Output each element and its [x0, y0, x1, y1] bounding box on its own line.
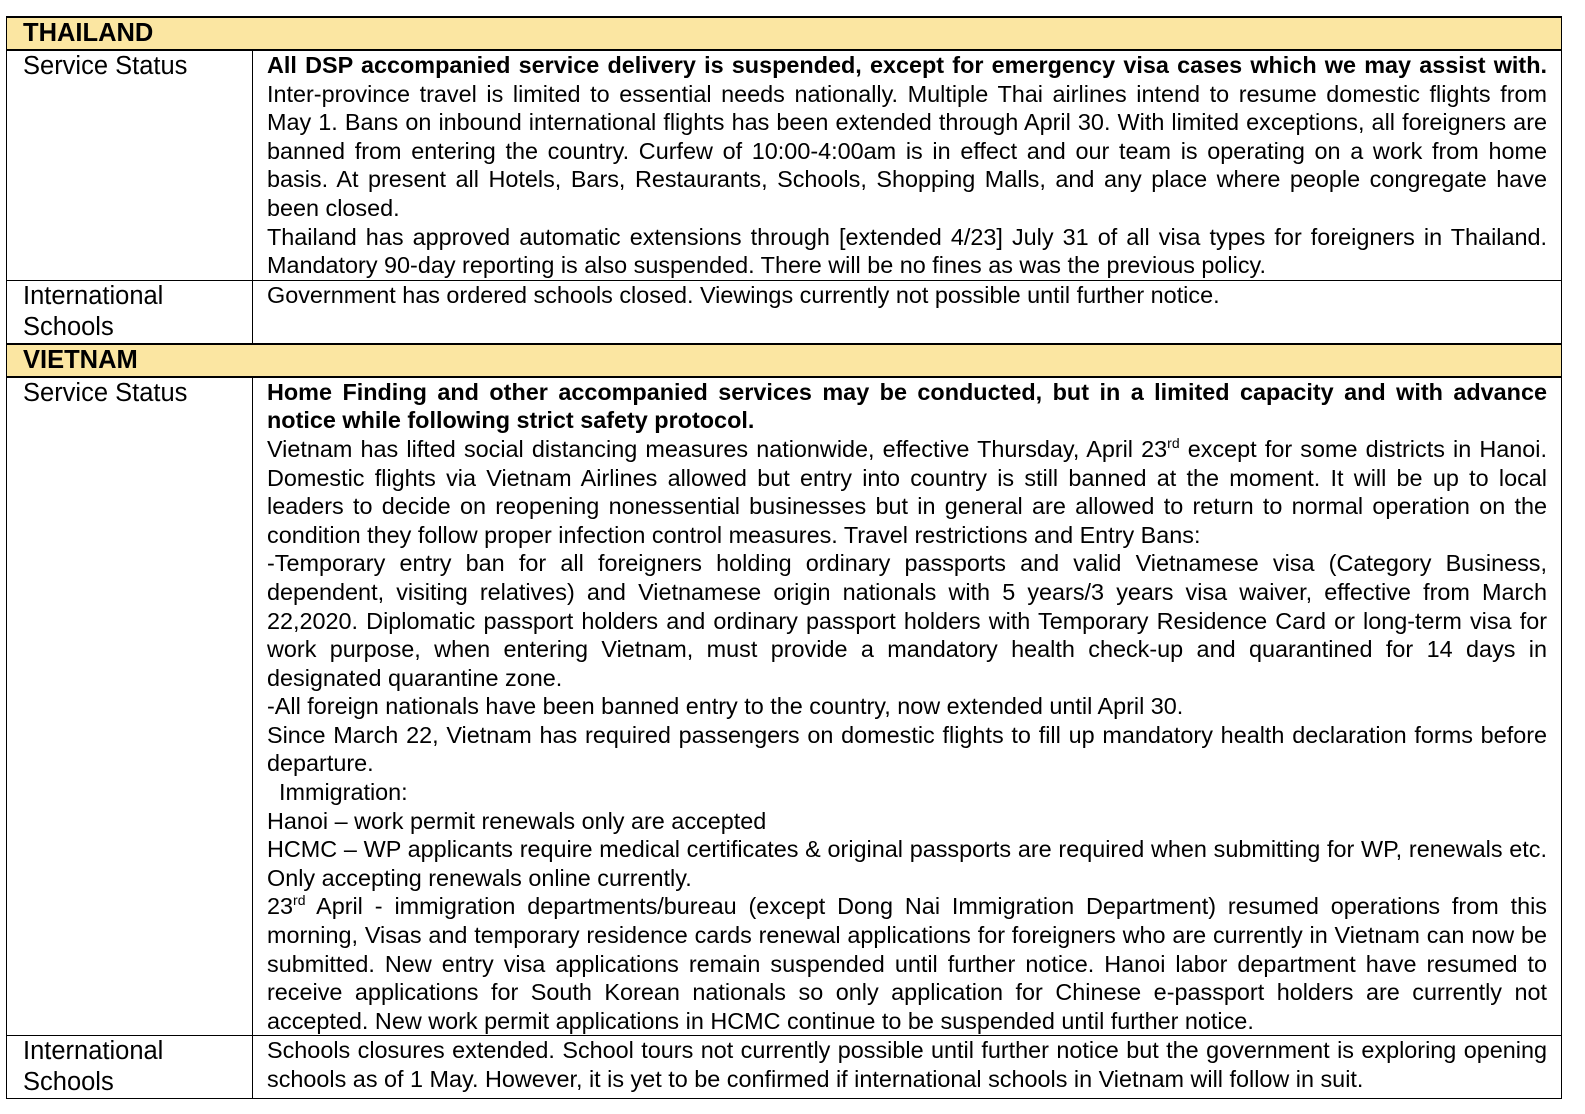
country-heading: VIETNAM	[7, 344, 1562, 377]
text-run: Vietnam has lifted social distancing measures nationwide, effective Thursday, April 23	[267, 435, 1168, 462]
superscript: rd	[293, 892, 306, 909]
row-label: Service Status	[7, 377, 253, 1036]
table-row-vietnam-service-status	[7, 377, 1562, 1036]
paragraph	[267, 435, 1547, 549]
row-content: Government has ordered schools closed. Viewings currently not possible until further notice.	[253, 280, 1562, 344]
row-content	[253, 377, 1573, 1036]
country-header-thailand	[7, 17, 1562, 50]
country-header-vietnam	[7, 344, 1562, 377]
table-row-thailand-service-status	[7, 50, 1562, 280]
document-page	[6, 16, 1573, 1099]
row-content	[253, 50, 1562, 280]
paragraph: Since March 22, Vietnam has required passengers on domestic flights to fill up mandatory health declaration forms before departure.	[267, 721, 1547, 777]
bold-intro: All DSP accompanied service delivery is suspended, except for emergency visa cases which we may assist with.	[267, 52, 1547, 78]
paragraph	[267, 51, 1547, 223]
text-run: 23	[267, 893, 294, 920]
paragraph: Immigration:	[279, 779, 408, 806]
paragraph: Hanoi – work permit renewals only are accepted	[267, 807, 767, 834]
paragraph	[267, 892, 1547, 1035]
row-label: International Schools	[7, 280, 253, 344]
paragraph: -Temporary entry ban for all foreigners holding ordinary passports and valid Vietnamese visa (Category Business, dependent, visiting relatives) and Vietnamese origin nationals with 5 years/3 years visa waiver, effective from March 22,2020. Diplomatic passport holders and ordinary passport holders with Temporary Residence Card or long-term visa for work purpose, when entering Vietnam, must provide a mandatory health check-up and quarantined for 14 days in designated quarantine zone.	[267, 550, 1547, 691]
body-text: Inter-province travel is limited to essential needs nationally. Multiple Thai airlines intend to resume domestic flights from May 1. Bans on inbound international flights has been extended through April 30. With limited exceptions, all foreigners are banned from entering the country. Curfew of 10:00-4:00am is in effect and our team is operating on a work from home basis. At present all Hotels, Bars, Restaurants, Schools, Shopping Malls, and any place where people congregate have been closed.	[267, 80, 1547, 221]
row-content: Schools closures extended. School tours not currently possible until further notice but the government is exploring opening schools as of 1 May. However, it is yet to be confirmed if international schools in Vietnam will follow in suit.	[253, 1036, 1562, 1099]
paragraph: Thailand has approved automatic extensions through [extended 4/23] July 31 of all visa types for foreigners in Thailand. Mandatory 90-day reporting is also suspended. There will be no fines as was the previous policy.	[267, 223, 1547, 279]
bold-intro: Home Finding and other accompanied services may be conducted, but in a limited capacity and with advance notice while following strict safety protocol.	[267, 378, 1547, 434]
table-row-vietnam-schools	[7, 1036, 1562, 1099]
paragraph: HCMC – WP applicants require medical certificates & original passports are required when submitting for WP, renewals etc. Only accepting renewals online currently.	[267, 836, 1573, 891]
country-status-table	[6, 16, 1573, 1099]
country-heading: THAILAND	[7, 17, 1562, 50]
text-run: except for some districts in Hanoi. Domestic flights via Vietnam Airlines allowed but entry into country is still banned at the moment. It will be up to local leaders to decide on reopening nonessential businesses but in general are allowed to return to normal operation on the condition they follow proper infection control measures. Travel restrictions and Entry Bans:	[267, 435, 1547, 548]
paragraph: -All foreign nationals have been banned entry to the country, now extended until April 30.	[267, 693, 1184, 720]
superscript: rd	[1167, 435, 1180, 452]
row-label: International Schools	[7, 1036, 253, 1099]
row-label: Service Status	[7, 50, 253, 280]
text-run: April - immigration departments/bureau (except Dong Nai Immigration Department) resumed operations from this morning, Visas and temporary residence cards renewal applications for foreigners who are currently in Vietnam can now be submitted. New entry visa applications remain suspended until further notice. Hanoi labor department have resumed to receive applications for South Korean nationals so only application for Chinese e-passport holders are currently not accepted. New work permit applications in HCMC continue to be suspended until further notice.	[267, 893, 1547, 1034]
table-row-thailand-schools	[7, 280, 1562, 344]
